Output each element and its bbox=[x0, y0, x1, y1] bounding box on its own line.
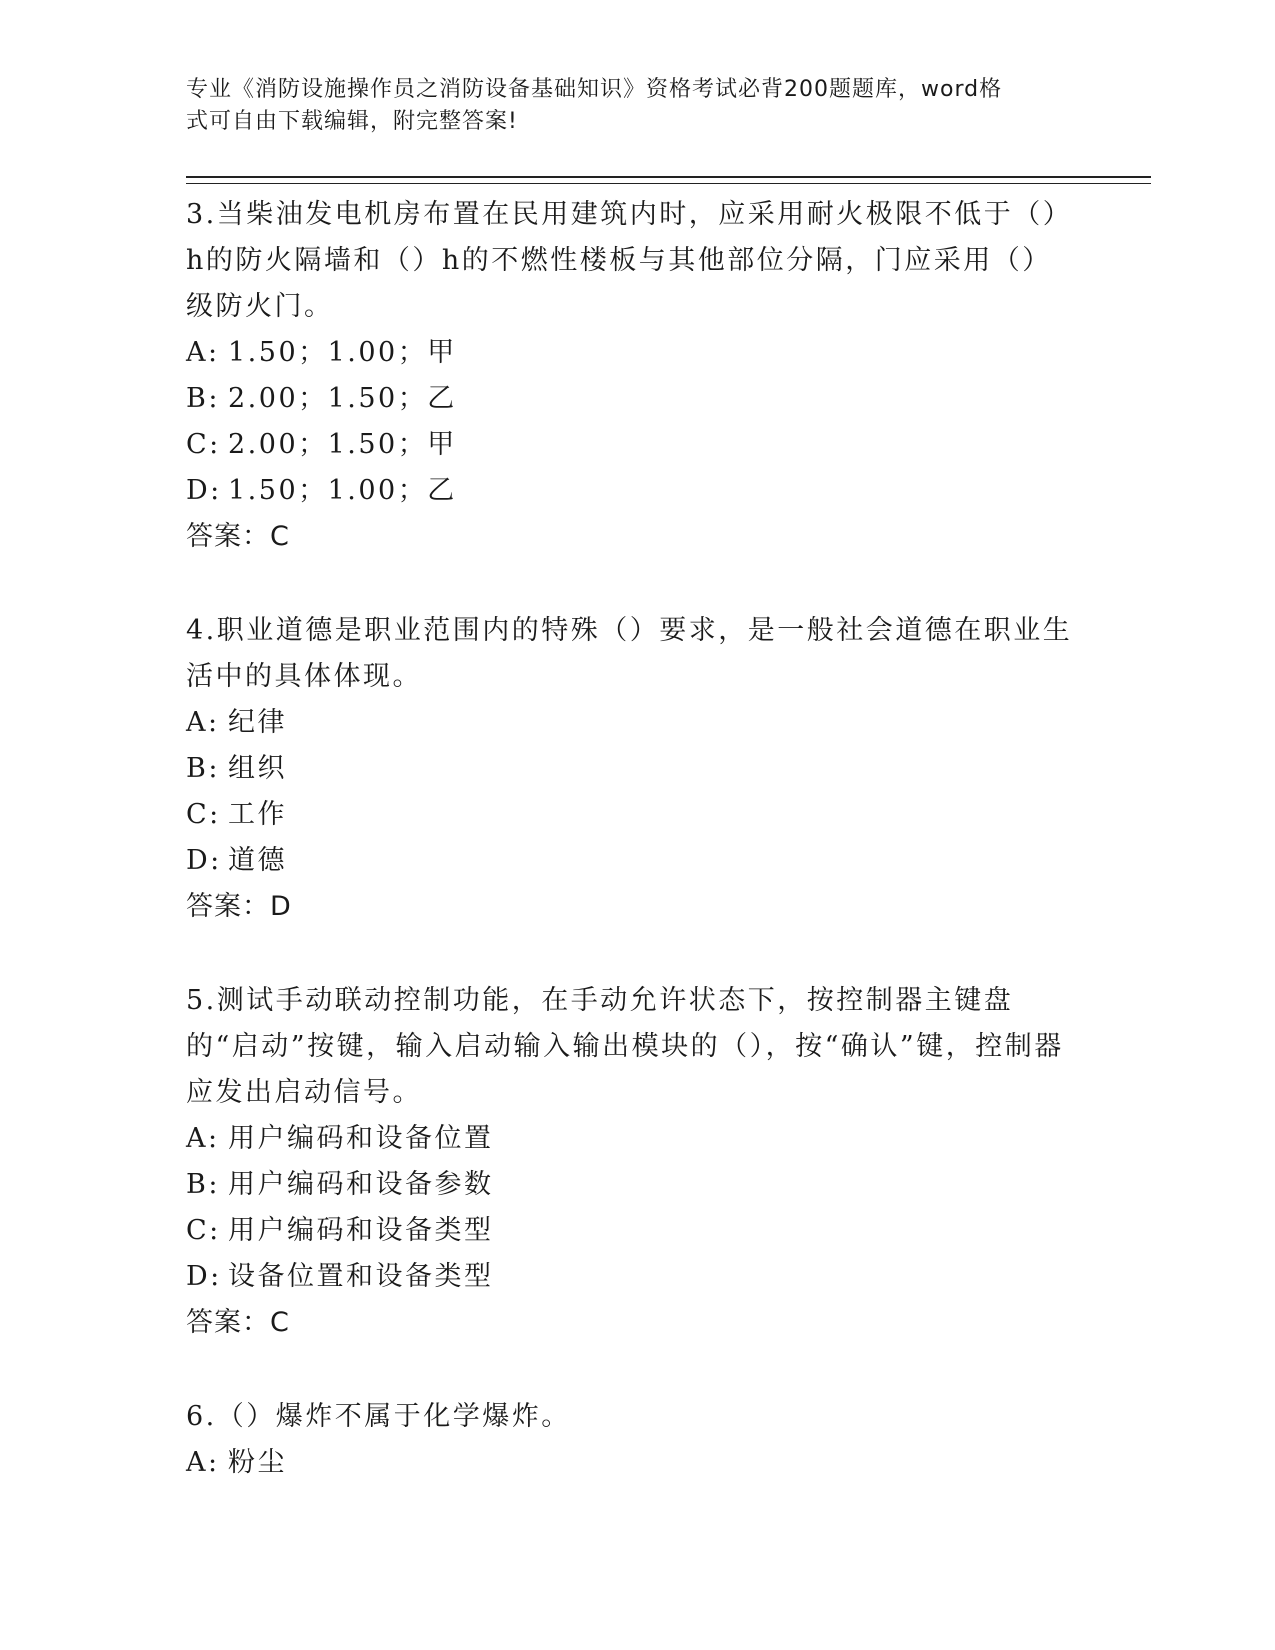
option-b bbox=[186, 1162, 1076, 1208]
option-d bbox=[186, 1254, 1076, 1300]
document-header bbox=[186, 74, 1066, 138]
answer-line: 答案：C bbox=[186, 1307, 290, 1338]
option-text: 用户编码和设备类型 bbox=[228, 1215, 494, 1246]
answer-line: 答案：C bbox=[186, 521, 290, 552]
option-letter: A: bbox=[186, 1447, 220, 1478]
option-c bbox=[186, 1208, 1076, 1254]
option-letter: A: bbox=[186, 337, 220, 368]
question-item bbox=[186, 978, 1076, 1346]
question-item bbox=[186, 192, 1076, 560]
option-text: 粉尘 bbox=[228, 1447, 287, 1478]
answer-line: 答案：D bbox=[186, 891, 292, 922]
header-divider-thick bbox=[186, 176, 1151, 178]
option-a bbox=[186, 700, 1076, 746]
option-text: 设备位置和设备类型 bbox=[228, 1261, 494, 1292]
question-stem: 5.测试手动联动控制功能，在手动允许状态下，按控制器主键盘的“启动”按键，输入启动输入输出模块的（），按“确认”键，控制器应发出启动信号。 bbox=[186, 985, 1064, 1108]
option-d bbox=[186, 838, 1076, 884]
option-text: 1.50；1.00；乙 bbox=[228, 475, 457, 506]
option-c bbox=[186, 792, 1076, 838]
question-item bbox=[186, 1394, 1076, 1486]
question-item bbox=[186, 608, 1076, 930]
option-letter: B: bbox=[186, 753, 220, 784]
option-text: 道德 bbox=[228, 845, 287, 876]
option-text: 2.00；1.50；乙 bbox=[228, 383, 457, 414]
option-a bbox=[186, 330, 1076, 376]
header-line-1: 专业《消防设施操作员之消防设备基础知识》资格考试必背200题题库，word格 bbox=[186, 77, 1003, 102]
question-stem: 4.职业道德是职业范围内的特殊（）要求，是一般社会道德在职业生活中的具体体现。 bbox=[186, 615, 1073, 692]
option-c bbox=[186, 422, 1076, 468]
option-letter: A: bbox=[186, 707, 220, 738]
option-letter: D: bbox=[186, 475, 222, 506]
option-letter: D: bbox=[186, 845, 222, 876]
option-a bbox=[186, 1116, 1076, 1162]
option-text: 1.50；1.00；甲 bbox=[228, 337, 457, 368]
question-list bbox=[186, 192, 1076, 1534]
option-b bbox=[186, 376, 1076, 422]
option-letter: C: bbox=[186, 429, 221, 460]
header-line-2: 式可自由下载编辑，附完整答案! bbox=[186, 109, 518, 134]
option-letter: B: bbox=[186, 1169, 220, 1200]
option-d bbox=[186, 468, 1076, 514]
option-text: 纪律 bbox=[228, 707, 287, 738]
option-text: 用户编码和设备参数 bbox=[228, 1169, 494, 1200]
option-letter: C: bbox=[186, 799, 221, 830]
question-stem: 6.（）爆炸不属于化学爆炸。 bbox=[186, 1401, 571, 1432]
option-text: 组织 bbox=[228, 753, 287, 784]
question-stem: 3.当柴油发电机房布置在民用建筑内时，应采用耐火极限不低于（）h的防火隔墙和（）h的不燃性楼板与其他部位分隔，门应采用（）级防火门。 bbox=[186, 199, 1073, 322]
option-letter: C: bbox=[186, 1215, 221, 1246]
option-text: 2.00；1.50；甲 bbox=[228, 429, 457, 460]
option-letter: B: bbox=[186, 383, 220, 414]
option-letter: A: bbox=[186, 1123, 220, 1154]
option-text: 用户编码和设备位置 bbox=[228, 1123, 494, 1154]
option-a bbox=[186, 1440, 1076, 1486]
option-b bbox=[186, 746, 1076, 792]
header-divider-thin bbox=[186, 183, 1151, 184]
option-letter: D: bbox=[186, 1261, 222, 1292]
option-text: 工作 bbox=[228, 799, 287, 830]
